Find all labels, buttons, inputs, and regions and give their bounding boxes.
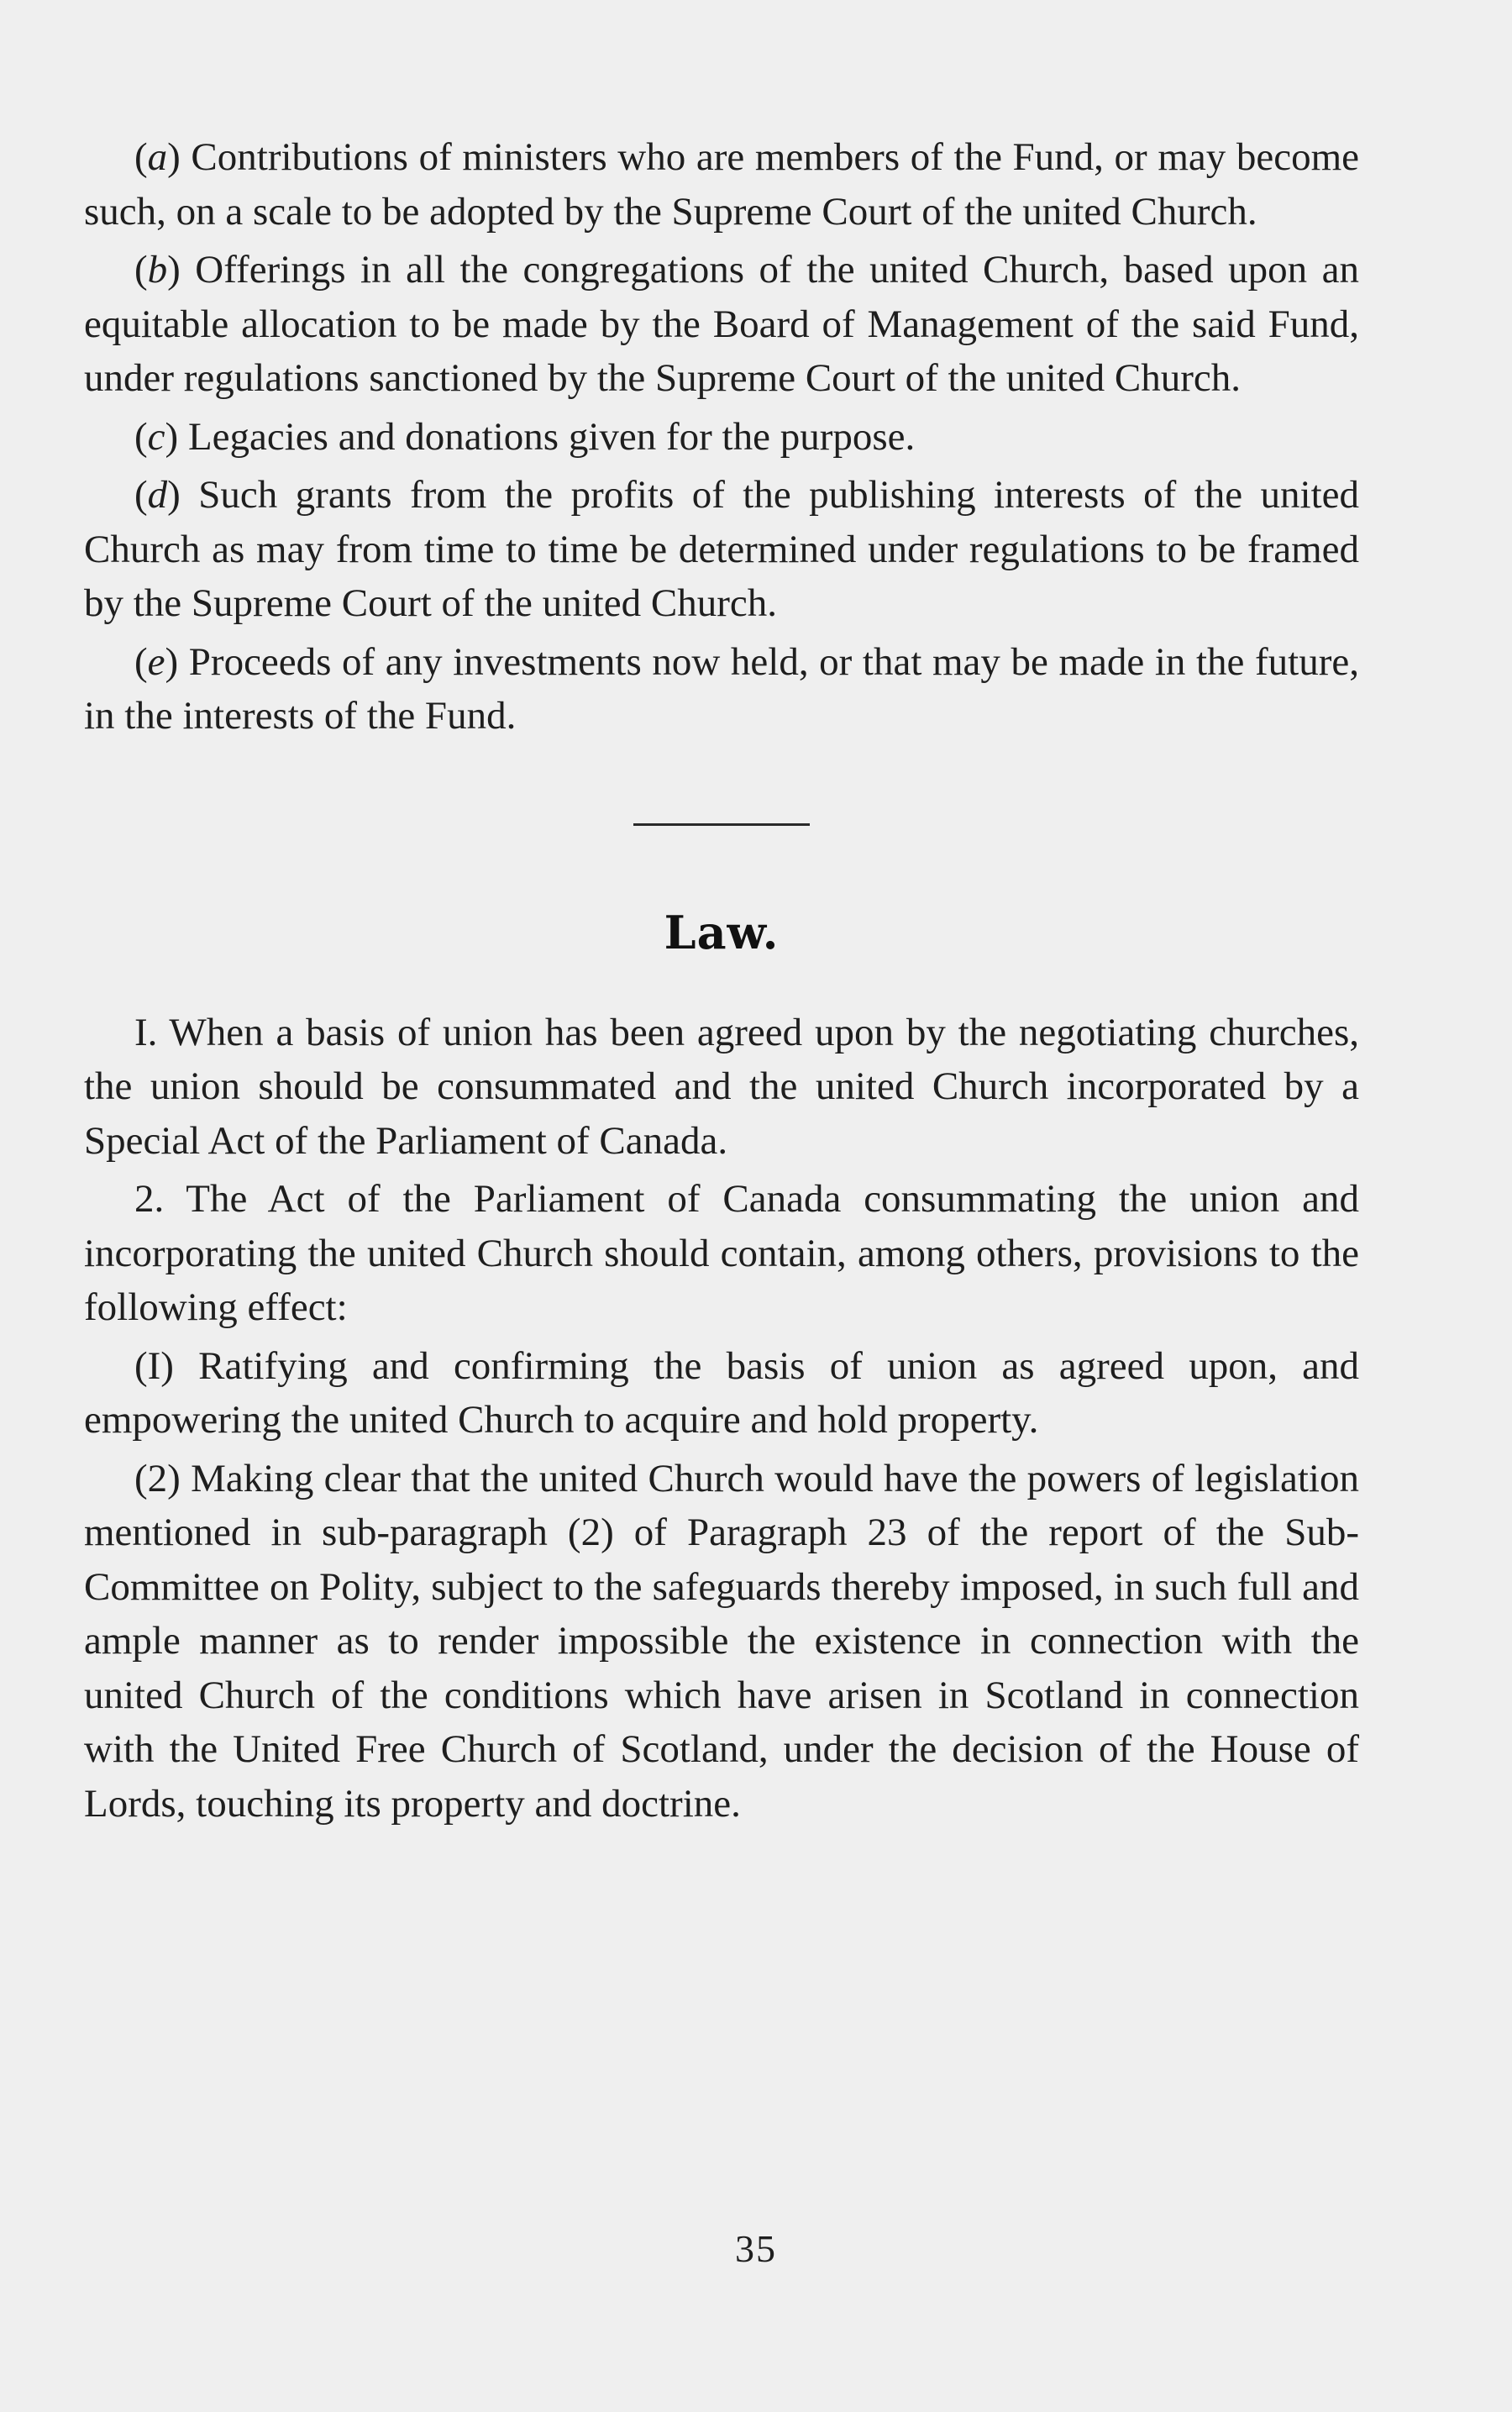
item-letter: e bbox=[147, 639, 165, 684]
item-close-paren: ) bbox=[167, 248, 181, 292]
law-paragraph-1: I. When a basis of union has been agreed upon by the negotiating churches, the union should be consummated and the united Church incorporated by a Special Act of the Parliament of Canada. bbox=[84, 1010, 1359, 1163]
item-close-paren: ) bbox=[165, 414, 179, 459]
item-letter: c bbox=[147, 414, 165, 459]
law-subparagraph-2: (2) Making clear that the united Church would have the powers of legislation mentioned in sub-paragraph (2) of Paragraph 23 of the report of the Sub-Committee on Polity, subject to the safeguards thereby imposed, in such full and ample manner as to render impossible the existence in connection with the united Church of the conditions which have arisen in Scotland in connection with the United Free Church of Scotland, under the decision of the House of Lords, touching its property and doctrine. bbox=[84, 1456, 1359, 1826]
fund-item-e bbox=[84, 635, 1359, 744]
page-content bbox=[84, 130, 1359, 1835]
fund-item-c bbox=[84, 410, 1359, 465]
page-number: 35 bbox=[735, 2227, 777, 2270]
item-text: Legacies and donations given for the purpose. bbox=[178, 414, 916, 459]
law-subparagraph-1: (I) Ratifying and confirming the basis of union as agreed upon, and empowering the united Church to acquire and hold property. bbox=[84, 1343, 1359, 1442]
section-heading-law: Law. bbox=[664, 905, 780, 959]
item-open-paren: ( bbox=[134, 639, 148, 684]
item-open-paren: ( bbox=[134, 248, 148, 292]
item-text: Contributions of ministers who are members of the Fund, or may become such, on a scale to be adopted by the Supreme Court of the united Church. bbox=[84, 135, 1359, 234]
item-open-paren: ( bbox=[134, 135, 148, 179]
item-text: Offerings in all the congregations of the united Church, based upon an equitable allocation to be made by the Board of Management of the said Fund, under regulations sanctioned by the Supreme Court of the united Church. bbox=[84, 248, 1359, 400]
fund-item-a bbox=[84, 130, 1359, 239]
item-letter: b bbox=[147, 248, 168, 292]
item-text: Such grants from the profits of the publishing interests of the united Church as may from time to time be determined under regulations to be framed by the Supreme Court of the united Church. bbox=[84, 473, 1359, 625]
item-letter: a bbox=[147, 135, 168, 179]
law-paragraph-2: 2. The Act of the Parliament of Canada consummating the union and incorporating the united Church should contain, among others, provisions to the following effect: bbox=[84, 1177, 1359, 1329]
item-open-paren: ( bbox=[134, 473, 148, 517]
item-close-paren: ) bbox=[165, 639, 179, 684]
item-text: Proceeds of any investments now held, or that may be made in the future, in the interests of the Fund. bbox=[84, 639, 1359, 738]
fund-item-d bbox=[84, 468, 1359, 631]
item-open-paren: ( bbox=[134, 414, 148, 459]
item-letter: d bbox=[147, 473, 168, 517]
fund-item-b bbox=[84, 243, 1359, 406]
item-close-paren: ) bbox=[167, 473, 181, 517]
item-close-paren: ) bbox=[167, 135, 181, 179]
section-divider-rule bbox=[633, 823, 810, 826]
